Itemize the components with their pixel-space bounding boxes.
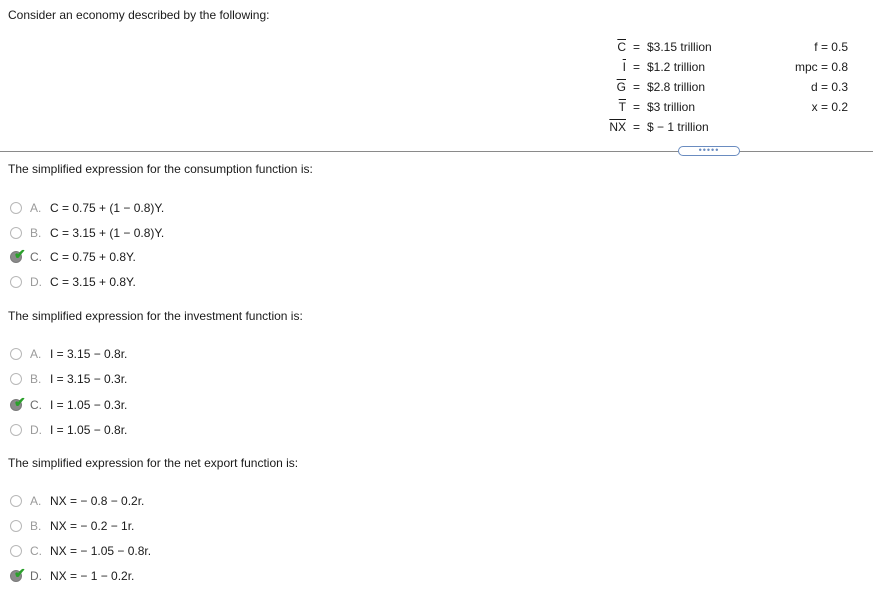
option-expression: NX = − 1 − 0.2r. [50,569,135,583]
radio-button[interactable] [10,276,22,288]
question-prompt: The simplified expression for the net export function is: [8,456,299,470]
equation-value: $3 trillion [647,100,696,114]
option-expression: C = 0.75 + (1 − 0.8)Y. [50,201,165,215]
option-expression: I = 3.15 − 0.3r. [50,372,128,386]
option-expression: NX = − 0.8 − 0.2r. [50,494,145,508]
equation-symbol: $\overline{T}$ [618,100,626,114]
option-letter: C. [30,398,42,412]
option-expression: I = 1.05 − 0.3r. [50,398,128,412]
option-expression: I = 1.05 − 0.8r. [50,423,128,437]
option-expression: NX = − 1.05 − 0.8r. [50,544,152,558]
radio-button[interactable] [10,545,22,557]
option-expression: I = 3.15 − 0.8r. [50,347,128,361]
option-expression: C = 3.15 + (1 − 0.8)Y. [50,226,165,240]
parameter-x: x = 0.2 [811,100,848,114]
option-letter: A. [30,201,42,215]
equals-sign: = [633,60,641,74]
option-letter: C. [30,544,42,558]
option-letter: A. [30,494,42,508]
equation-symbol: $\overline{NX}$ [609,120,626,134]
option-letter: C. [30,250,42,264]
expand-button[interactable]: ••••• [678,146,740,156]
parameter-mpc: mpc = 0.8 [794,60,848,74]
equation-value: $2.8 trillion [647,80,706,94]
question-prompt: The simplified expression for the consumption function is: [8,162,313,176]
equals-sign: = [633,40,641,54]
equals-sign: = [633,80,641,94]
option-letter: B. [30,226,42,240]
equals-sign: = [633,100,641,114]
option-letter: D. [30,569,42,583]
section-divider [0,151,873,152]
option-letter: D. [30,423,42,437]
question-prompt: The simplified expression for the investment function is: [8,309,303,323]
radio-button[interactable] [10,202,22,214]
equation-symbol: $\overline{C}$ [617,40,626,54]
radio-button[interactable] [10,424,22,436]
checkmark-icon: ✔ [14,246,26,262]
option-letter: A. [30,347,42,361]
option-letter: B. [30,372,42,386]
radio-button[interactable] [10,373,22,385]
radio-button[interactable] [10,227,22,239]
equation-symbol: $\overline{G}$ [616,80,626,94]
parameter-d: d = 0.3 [810,80,848,94]
equation-value: $3.15 trillion [647,40,712,54]
equation-value: $ − 1 trillion [647,120,709,134]
option-expression: C = 3.15 + 0.8Y. [50,275,136,289]
checkmark-icon: ✔ [14,565,26,581]
parameter-f: f = 0.5 [814,40,848,54]
option-expression: C = 0.75 + 0.8Y. [50,250,136,264]
intro-text: Consider an economy described by the following: [8,8,270,22]
equation-value: $1.2 trillion [647,60,706,74]
radio-button[interactable] [10,520,22,532]
checkmark-icon: ✔ [14,394,26,410]
equals-sign: = [633,120,641,134]
radio-button[interactable] [10,495,22,507]
option-letter: B. [30,519,42,533]
equation-symbol: $\overline{I}$ [622,60,626,74]
option-letter: D. [30,275,42,289]
option-expression: NX = − 0.2 − 1r. [50,519,135,533]
radio-button[interactable] [10,348,22,360]
